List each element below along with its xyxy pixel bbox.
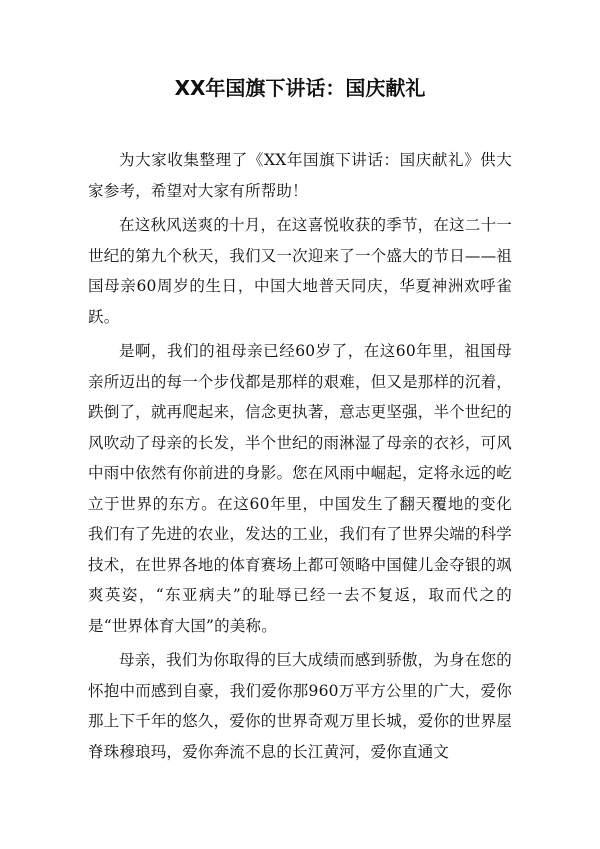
page-title: XX年国旗下讲话：国庆献礼: [174, 76, 426, 100]
document-body: [88, 145, 512, 771]
paragraph-intro: 为大家收集整理了《XX年国旗下讲话：国庆献礼》供大家参考，希望对大家有所帮助！: [88, 151, 512, 200]
paragraph-mother: 母亲，我们为你取得的巨大成绩而感到骄傲，为身在您的怀抱中而感到自豪，我们爱你那960万平方公里的广大，爱你那上下千年的悠久，爱你的世界奇观万里长城，爱你的世界屋脊珠穆琅玛，爱你奔流不息的长江黄河，爱你直通文: [88, 651, 512, 761]
paragraph-sixty-years: 是啊，我们的祖母亲已经60岁了，在这60年里，祖国母亲所迈出的每一个步伐都是那样的艰难，但又是那样的沉着，跌倒了，就再爬起来，信念更执著，意志更坚强，半个世纪的风吹动了母亲的长发，半个世纪的雨淋湿了母亲的衣衫，可风中雨中依然有你前进的身影。您在风雨中崛起，定将永远的屹立于世界的东方。在这60年里，中国发生了翻天覆地的变化我们有了先进的农业，发达的工业，我们有了世界尖端的科学技术，在世界各地的体育赛场上都可领略中国健儿金夺银的飒爽英姿，“东亚病夫”的耻辱已经一去不复返，取而代之的是“世界体育大国”的美称。: [88, 342, 512, 635]
paragraph-autumn: 在这秋风送爽的十月，在这喜悦收获的季节，在这二十一世纪的第九个秋天，我们又一次迎来了一个盛大的节日——祖国母亲60周岁的生日，中国大地普天同庆，华夏神洲欢呼雀跃。: [88, 216, 512, 326]
